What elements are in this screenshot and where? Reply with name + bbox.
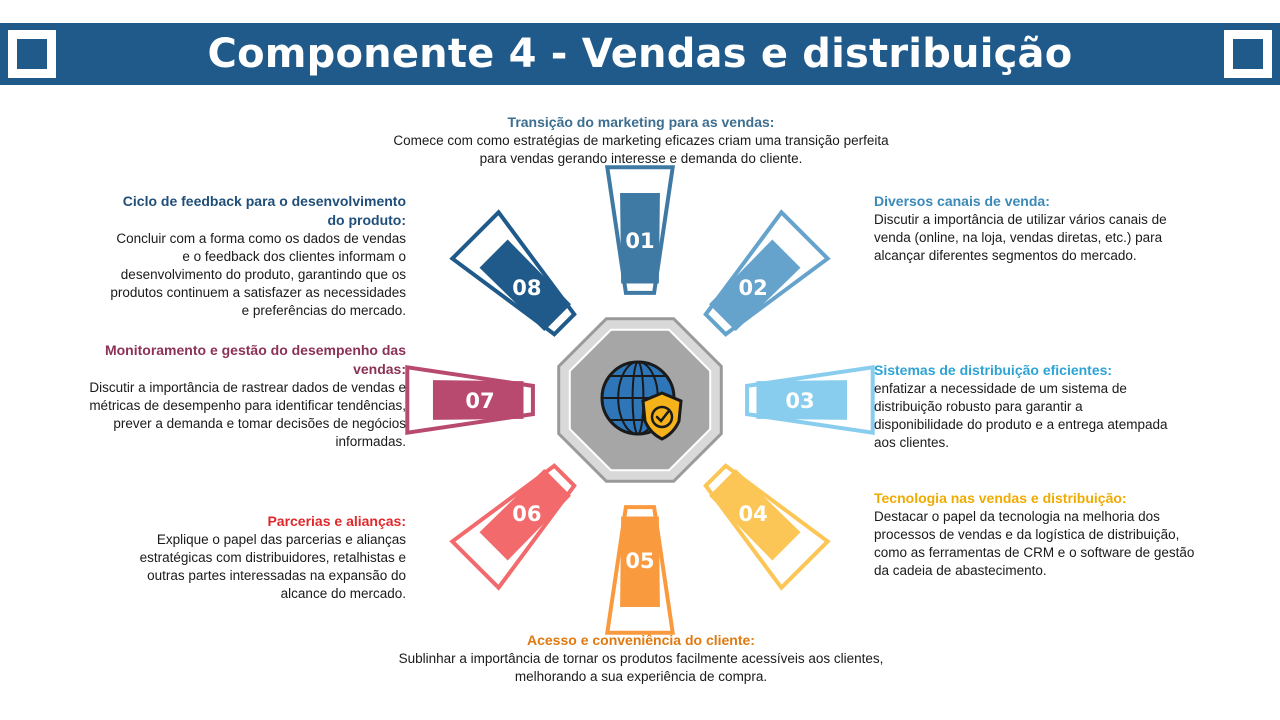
segment-04-text <box>874 489 1196 580</box>
segment-06-text <box>104 512 406 603</box>
segment-01-title: Transição do marketing para as vendas: <box>507 114 775 130</box>
segment-06-description: Explique o papel das parcerias e alianças estratégicas com distribuidores, retalhistas e outras partes interessadas na expansão do alcance do mercado. <box>139 532 406 601</box>
segment-08-title: Ciclo de feedback para o desenvolvimento do produto: <box>122 193 406 228</box>
segment-05 <box>607 507 672 633</box>
segment-08-number: 08 <box>512 275 542 300</box>
segment-08-text <box>106 192 406 320</box>
segment-07 <box>407 367 533 432</box>
segment-05-number: 05 <box>625 549 655 573</box>
segment-04-title: Tecnologia nas vendas e distribuição: <box>874 490 1127 506</box>
segment-03-title: Sistemas de distribuição eficientes: <box>874 362 1113 378</box>
segment-06 <box>452 466 574 588</box>
page-title: Componente 4 - Vendas e distribuição <box>207 31 1073 77</box>
segment-02 <box>706 212 828 334</box>
segment-01-text <box>390 113 892 168</box>
segment-03 <box>747 367 873 432</box>
segment-05-description: Sublinhar a importância de tornar os produtos facilmente acessíveis aos clientes, melhorando a sua experiência de compra. <box>398 651 884 684</box>
segment-03-description: enfatizar a necessidade de um sistema de distribuição robusto para garantir a disponibilidade do produto e a entrega atempada aos clientes. <box>874 381 1168 450</box>
segment-03-text <box>874 361 1174 452</box>
segment-07-description: Discutir a importância de rastrear dados de vendas e métricas de desempenho para identificar tendências, prever a demanda e tomar decisões de negócios informadas. <box>89 380 406 449</box>
segment-06-number: 06 <box>512 502 542 527</box>
segment-04-number: 04 <box>738 502 768 527</box>
segment-08 <box>452 212 574 334</box>
segment-01-number: 01 <box>625 229 655 253</box>
segment-07-title: Monitoramento e gestão do desempenho das vendas: <box>104 342 406 377</box>
segment-02-number: 02 <box>738 275 768 300</box>
segment-06-title: Parcerias e alianças: <box>267 513 406 529</box>
segment-01-description: Comece com como estratégias de marketing eficazes criam uma transição perfeita para vendas gerando interesse e demanda do cliente. <box>393 133 889 166</box>
segment-05-text <box>398 631 884 686</box>
segment-02-description: Discutir a importância de utilizar vários canais de venda (online, na loja, vendas diretas, etc.) para alcançar diferentes segmentos do mercado. <box>874 212 1167 263</box>
segment-07-number: 07 <box>465 389 495 413</box>
segment-03-number: 03 <box>785 389 815 413</box>
segment-04-description: Destacar o papel da tecnologia na melhoria dos processos de vendas e da logística de distribuição, como as ferramentas de CRM e o software de gestão da cadeia de abastecimento. <box>874 509 1195 578</box>
segment-02-title: Diversos canais de venda: <box>874 193 1050 209</box>
segment-08-description: Concluir com a forma como os dados de vendas e o feedback dos clientes informam o desenvolvimento do produto, garantindo que os produtos continuem a satisfazer as necessidades e preferências do mercado. <box>110 231 406 318</box>
segment-07-text <box>86 341 406 451</box>
segment-04 <box>706 466 828 588</box>
segment-05-title: Acesso e conveniência do cliente: <box>527 632 755 648</box>
segment-01 <box>607 167 672 293</box>
segment-02-text <box>874 192 1194 265</box>
